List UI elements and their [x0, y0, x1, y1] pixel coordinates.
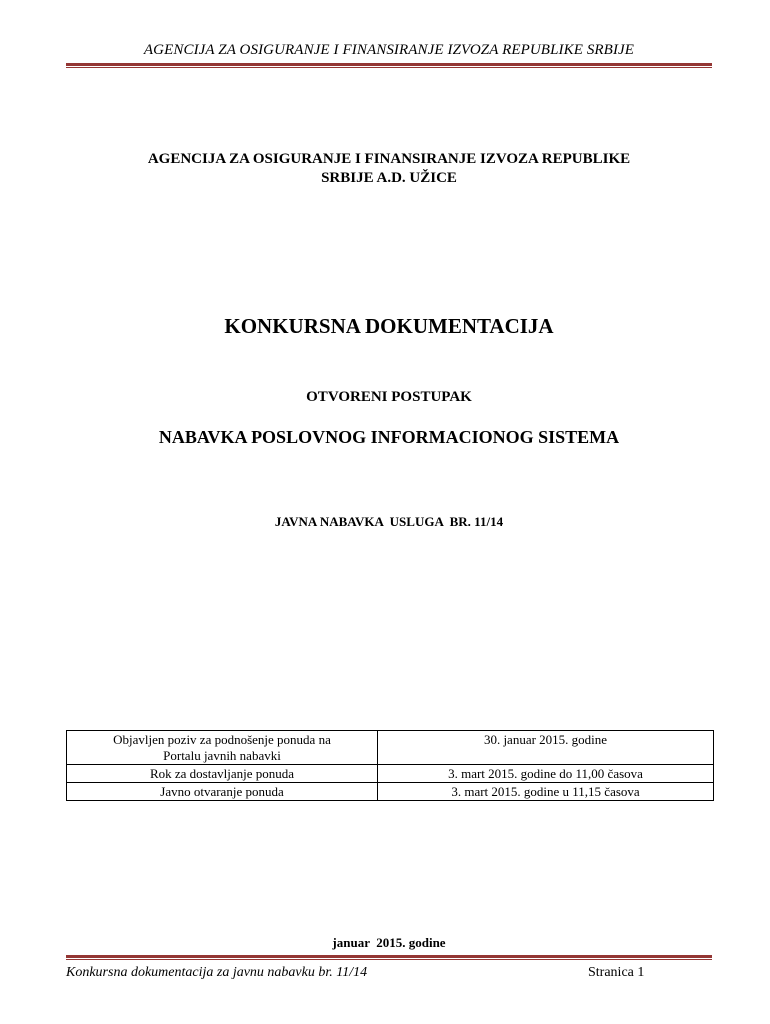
procurement-number: JAVNA NABAVKA USLUGA BR. 11/14	[274, 514, 504, 529]
table-cell-label: Javno otvaranje ponuda	[67, 783, 378, 801]
table-row	[67, 731, 714, 765]
document-date: januar 2015. godine	[332, 935, 446, 950]
document-title: KONKURSNA DOKUMENTACIJA	[224, 314, 554, 338]
header-divider	[66, 63, 712, 68]
organization-title-line-2: SRBIJE A.D. UŽICE	[321, 170, 457, 186]
procedure-type: OTVORENI POSTUPAK	[306, 389, 472, 405]
procurement-subject: NABAVKA POSLOVNOG INFORMACIONOG SISTEMA	[158, 427, 620, 447]
table-cell-value: 30. januar 2015. godine	[378, 731, 714, 765]
table-cell-value: 3. mart 2015. godine do 11,00 časova	[378, 765, 714, 783]
organization-title	[66, 150, 712, 188]
footer-divider	[66, 955, 712, 960]
organization-title-line-1: AGENCIJA ZA OSIGURANJE I FINANSIRANJE IZVOZA REPUBLIKE	[147, 151, 631, 167]
table-cell-value: 3. mart 2015. godine u 11,15 časova	[378, 783, 714, 801]
table-row	[67, 783, 714, 801]
table-cell-label	[67, 731, 378, 765]
running-header: AGENCIJA ZA OSIGURANJE I FINANSIRANJE IZVOZA REPUBLIKE SRBIJE	[143, 42, 635, 58]
table-row	[67, 765, 714, 783]
dates-table	[66, 730, 714, 801]
label-line-1: Objavljen poziv za podnošenje ponuda na	[113, 732, 331, 747]
footer-document-name: Konkursna dokumentacija za javnu nabavku br. 11/14	[66, 965, 368, 980]
page-number: Stranica 1	[588, 965, 645, 980]
table-cell-label: Rok za dostavljanje ponuda	[67, 765, 378, 783]
label-line-2: Portalu javnih nabavki	[163, 748, 281, 763]
